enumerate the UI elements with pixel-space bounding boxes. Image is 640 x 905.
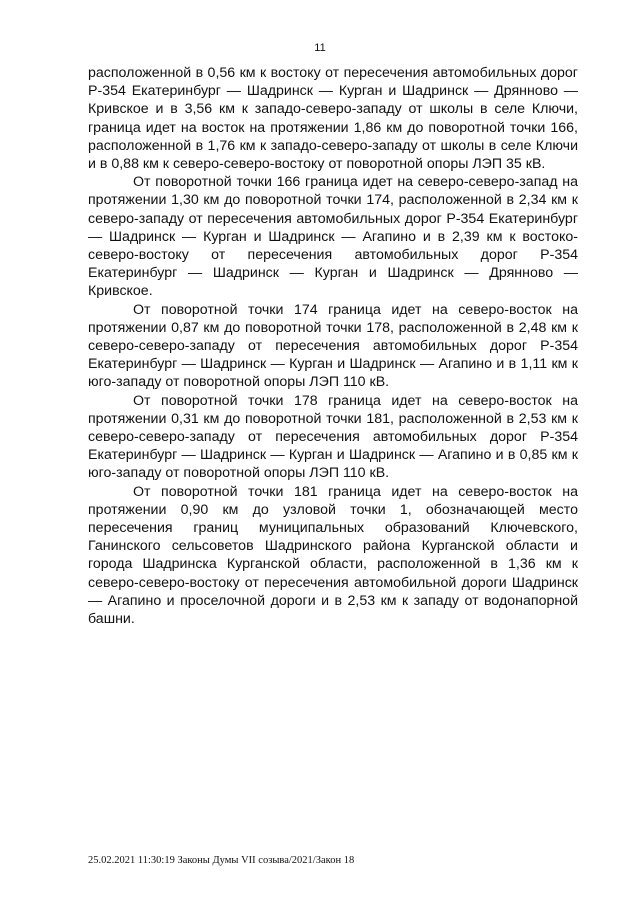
document-body [88, 64, 578, 628]
paragraph-1: расположенной в 0,56 км к востоку от пересечения автомобильных дорог Р-354 Екатеринбург — Шадринск — Курган и Шадринск — Дрянново — Кривское и в 3,56 км к западо-северо-западу от школы в селе Ключи, граница идет на восток на протяжении 1,86 км до поворотной точки 166, расположенной в 1,76 км к западо-северо-западу от школы в селе Ключи и в 0,88 км к северо-северо-востоку от поворотной опоры ЛЭП 35 кВ. [88, 65, 578, 173]
paragraph-5: От поворотной точки 181 граница идет на северо-восток на протяжении 0,90 км до узловой точки 1, обозначающей место пересечения границ муниципальных образований Ключевского, Ганинского сельсоветов Шадринского района Курганской области и города Шадринска Курганской области, расположенной в 1,36 км к северо-северо-востоку от пересечения автомобильной дороги Шадринск — Агапино и проселочной дороги и в 2,53 км к западу от водонапорной башни. [88, 483, 578, 628]
paragraph-3: От поворотной точки 174 граница идет на северо-восток на протяжении 0,87 км до поворотной точки 178, расположенной в 2,48 км к северо-северо-западу от пересечения автомобильных дорог Р-354 Екатеринбург — Шадринск — Курган и Шадринск — Агапино и в 1,11 км к юго-западу от поворотной опоры ЛЭП 110 кВ. [88, 301, 578, 391]
page-number: 11 [314, 42, 326, 54]
paragraph-2: От поворотной точки 166 граница идет на северо-северо-запад на протяжении 1,30 км до поворотной точки 174, расположенной в 2,34 км к северо-западу от пересечения автомобильных дорог Р-354 Екатеринбург — Шадринск — Курган и Шадринск — Агапино и в 2,39 км к востоко-северо-востоку от пересечения автомобильных дорог Р-354 Екатеринбург — Шадринск — Курган и Шадринск — Дрянново — Кривское. [88, 174, 578, 300]
document-footer: 25.02.2021 11:30:19 Законы Думы VII созыва/2021/Закон 18 [88, 855, 355, 866]
paragraph-4: От поворотной точки 178 граница идет на северо-восток на протяжении 0,31 км до поворотной точки 181, расположенной в 2,53 км к северо-северо-западу от пересечения автомобильных дорог Р-354 Екатеринбург — Шадринск — Курган и Шадринск — Агапино и в 0,85 км к юго-западу от поворотной опоры ЛЭП 110 кВ. [88, 392, 578, 482]
